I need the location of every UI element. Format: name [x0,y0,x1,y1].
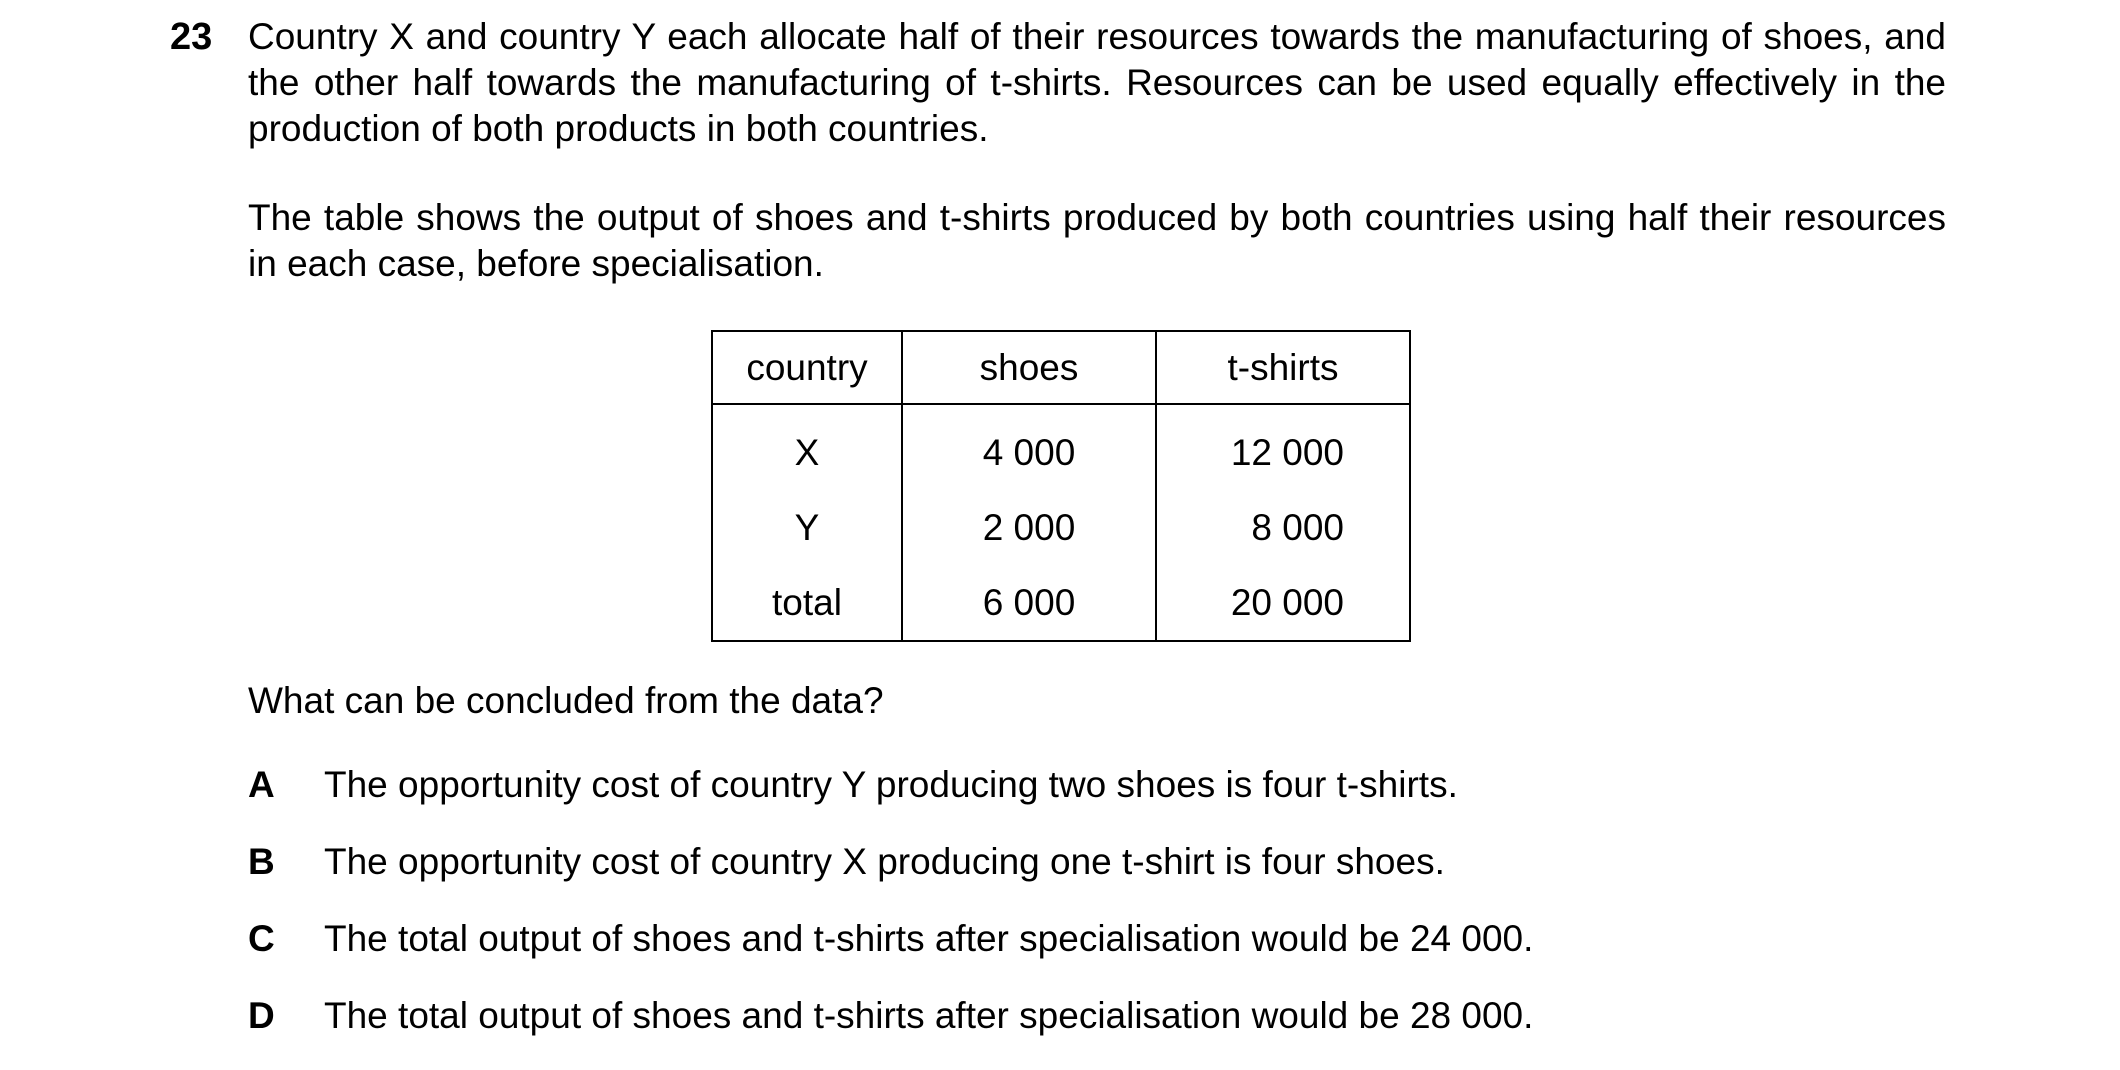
option-a[interactable] [248,762,1948,839]
option-letter: C [248,918,275,959]
header-shoes: shoes [902,331,1156,404]
cell-shoes: 6 000 [902,565,1156,641]
question-number: 23 [170,16,213,58]
cell-shoes: 2 000 [902,490,1156,565]
option-letter: A [248,764,275,805]
option-text: The total output of shoes and t-shirts after specialisation would be 24 000. [324,918,1534,959]
header-country: country [712,331,902,404]
option-letter: B [248,841,275,882]
option-text: The opportunity cost of country X producing one t-shirt is four shoes. [324,841,1445,882]
cell-tshirts: 12 000 [1230,431,1344,473]
cell-shoes: 4 000 [902,404,1156,490]
cell-country: total [712,565,902,641]
output-table [711,330,1411,642]
option-text: The total output of shoes and t-shirts after specialisation would be 28 000. [324,995,1534,1036]
cell-tshirts: 20 000 [1230,581,1344,623]
cell-country: X [712,404,902,490]
option-text: The opportunity cost of country Y producing two shoes is four t-shirts. [324,764,1458,805]
table-row [712,490,1410,565]
cell-tshirts: 8 000 [1251,506,1344,548]
stem-paragraph-2: The table shows the output of shoes and t-shirts produced by both countries using half their resources in each case, before specialisation. [248,197,1946,284]
option-letter: D [248,995,275,1036]
question-prompt: What can be concluded from the data? [248,680,884,721]
table-row-total [712,565,1410,641]
option-d[interactable] [248,993,1948,1070]
option-b[interactable] [248,839,1948,916]
answer-options [248,762,1948,1070]
cell-country: Y [712,490,902,565]
header-tshirts: t-shirts [1156,331,1410,404]
stem-paragraph-1: Country X and country Y each allocate half of their resources towards the manufacturing of shoes, and the other half towards the manufacturing of t-shirts. Resources can be used equally effectively in the production of both products in both countries. [248,16,1946,149]
table-row [712,404,1410,490]
question-stem [248,14,1946,287]
table-header-row [712,331,1410,404]
option-c[interactable] [248,916,1948,993]
